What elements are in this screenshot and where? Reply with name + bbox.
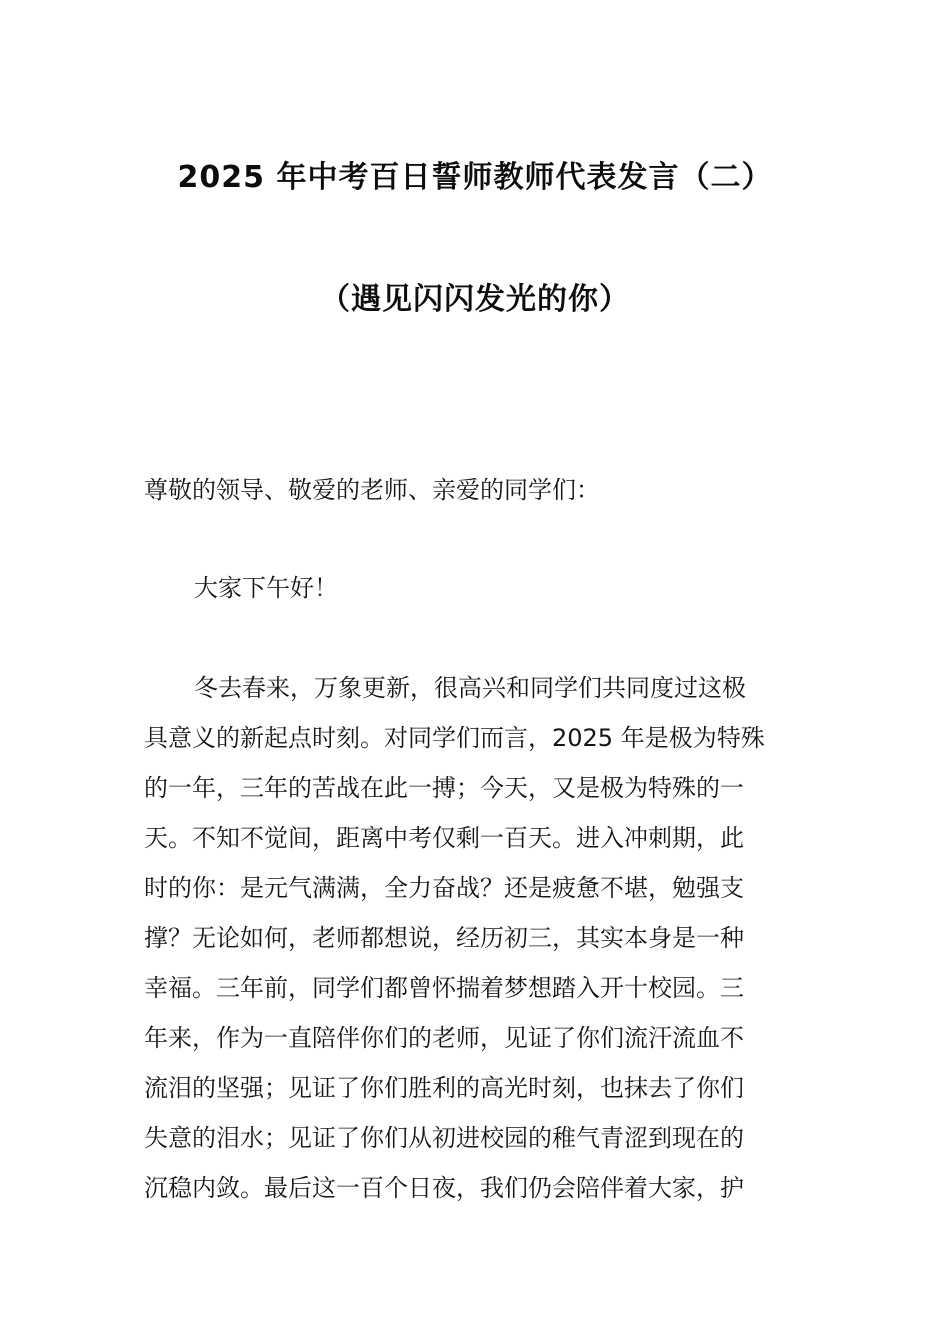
paragraph-line: 冬去春来，万象更新，很高兴和同学们共同度过这极 bbox=[194, 674, 746, 702]
salutation: 尊敬的领导、敬爱的老师、亲爱的同学们： bbox=[144, 476, 600, 504]
paragraph-line: 流泪的坚强；见证了你们胜利的高光时刻，也抹去了你们 bbox=[144, 1074, 744, 1102]
paragraph-line: 撑？无论如何，老师都想说，经历初三，其实本身是一种 bbox=[144, 924, 744, 952]
document-subtitle: （遇见闪闪发光的你） bbox=[320, 282, 630, 317]
paragraph-line: 年来，作为一直陪伴你们的老师，见证了你们流汗流血不 bbox=[144, 1024, 744, 1052]
paragraph-line: 失意的泪水；见证了你们从初进校园的稚气青涩到现在的 bbox=[144, 1124, 744, 1152]
paragraph-line: 时的你：是元气满满，全力奋战？还是疲惫不堪，勉强支 bbox=[144, 874, 744, 902]
greeting: 大家下午好！ bbox=[194, 574, 338, 602]
paragraph-line: 天。不知不觉间，距离中考仅剩一百天。进入冲刺期，此 bbox=[144, 824, 744, 852]
body-paragraph bbox=[144, 663, 814, 1213]
paragraph-line: 幸福。三年前，同学们都曾怀揣着梦想踏入开十校园。三 bbox=[144, 974, 744, 1002]
paragraph-line: 沉稳内敛。最后这一百个日夜，我们仍会陪伴着大家，护 bbox=[144, 1174, 744, 1202]
document-title: 2025 年中考百日誓师教师代表发言（二） bbox=[177, 160, 773, 195]
paragraph-line: 具意义的新起点时刻。对同学们而言，2025 年是极为特殊 bbox=[144, 724, 765, 752]
paragraph-line: 的一年，三年的苦战在此一搏；今天，又是极为特殊的一 bbox=[144, 774, 744, 802]
